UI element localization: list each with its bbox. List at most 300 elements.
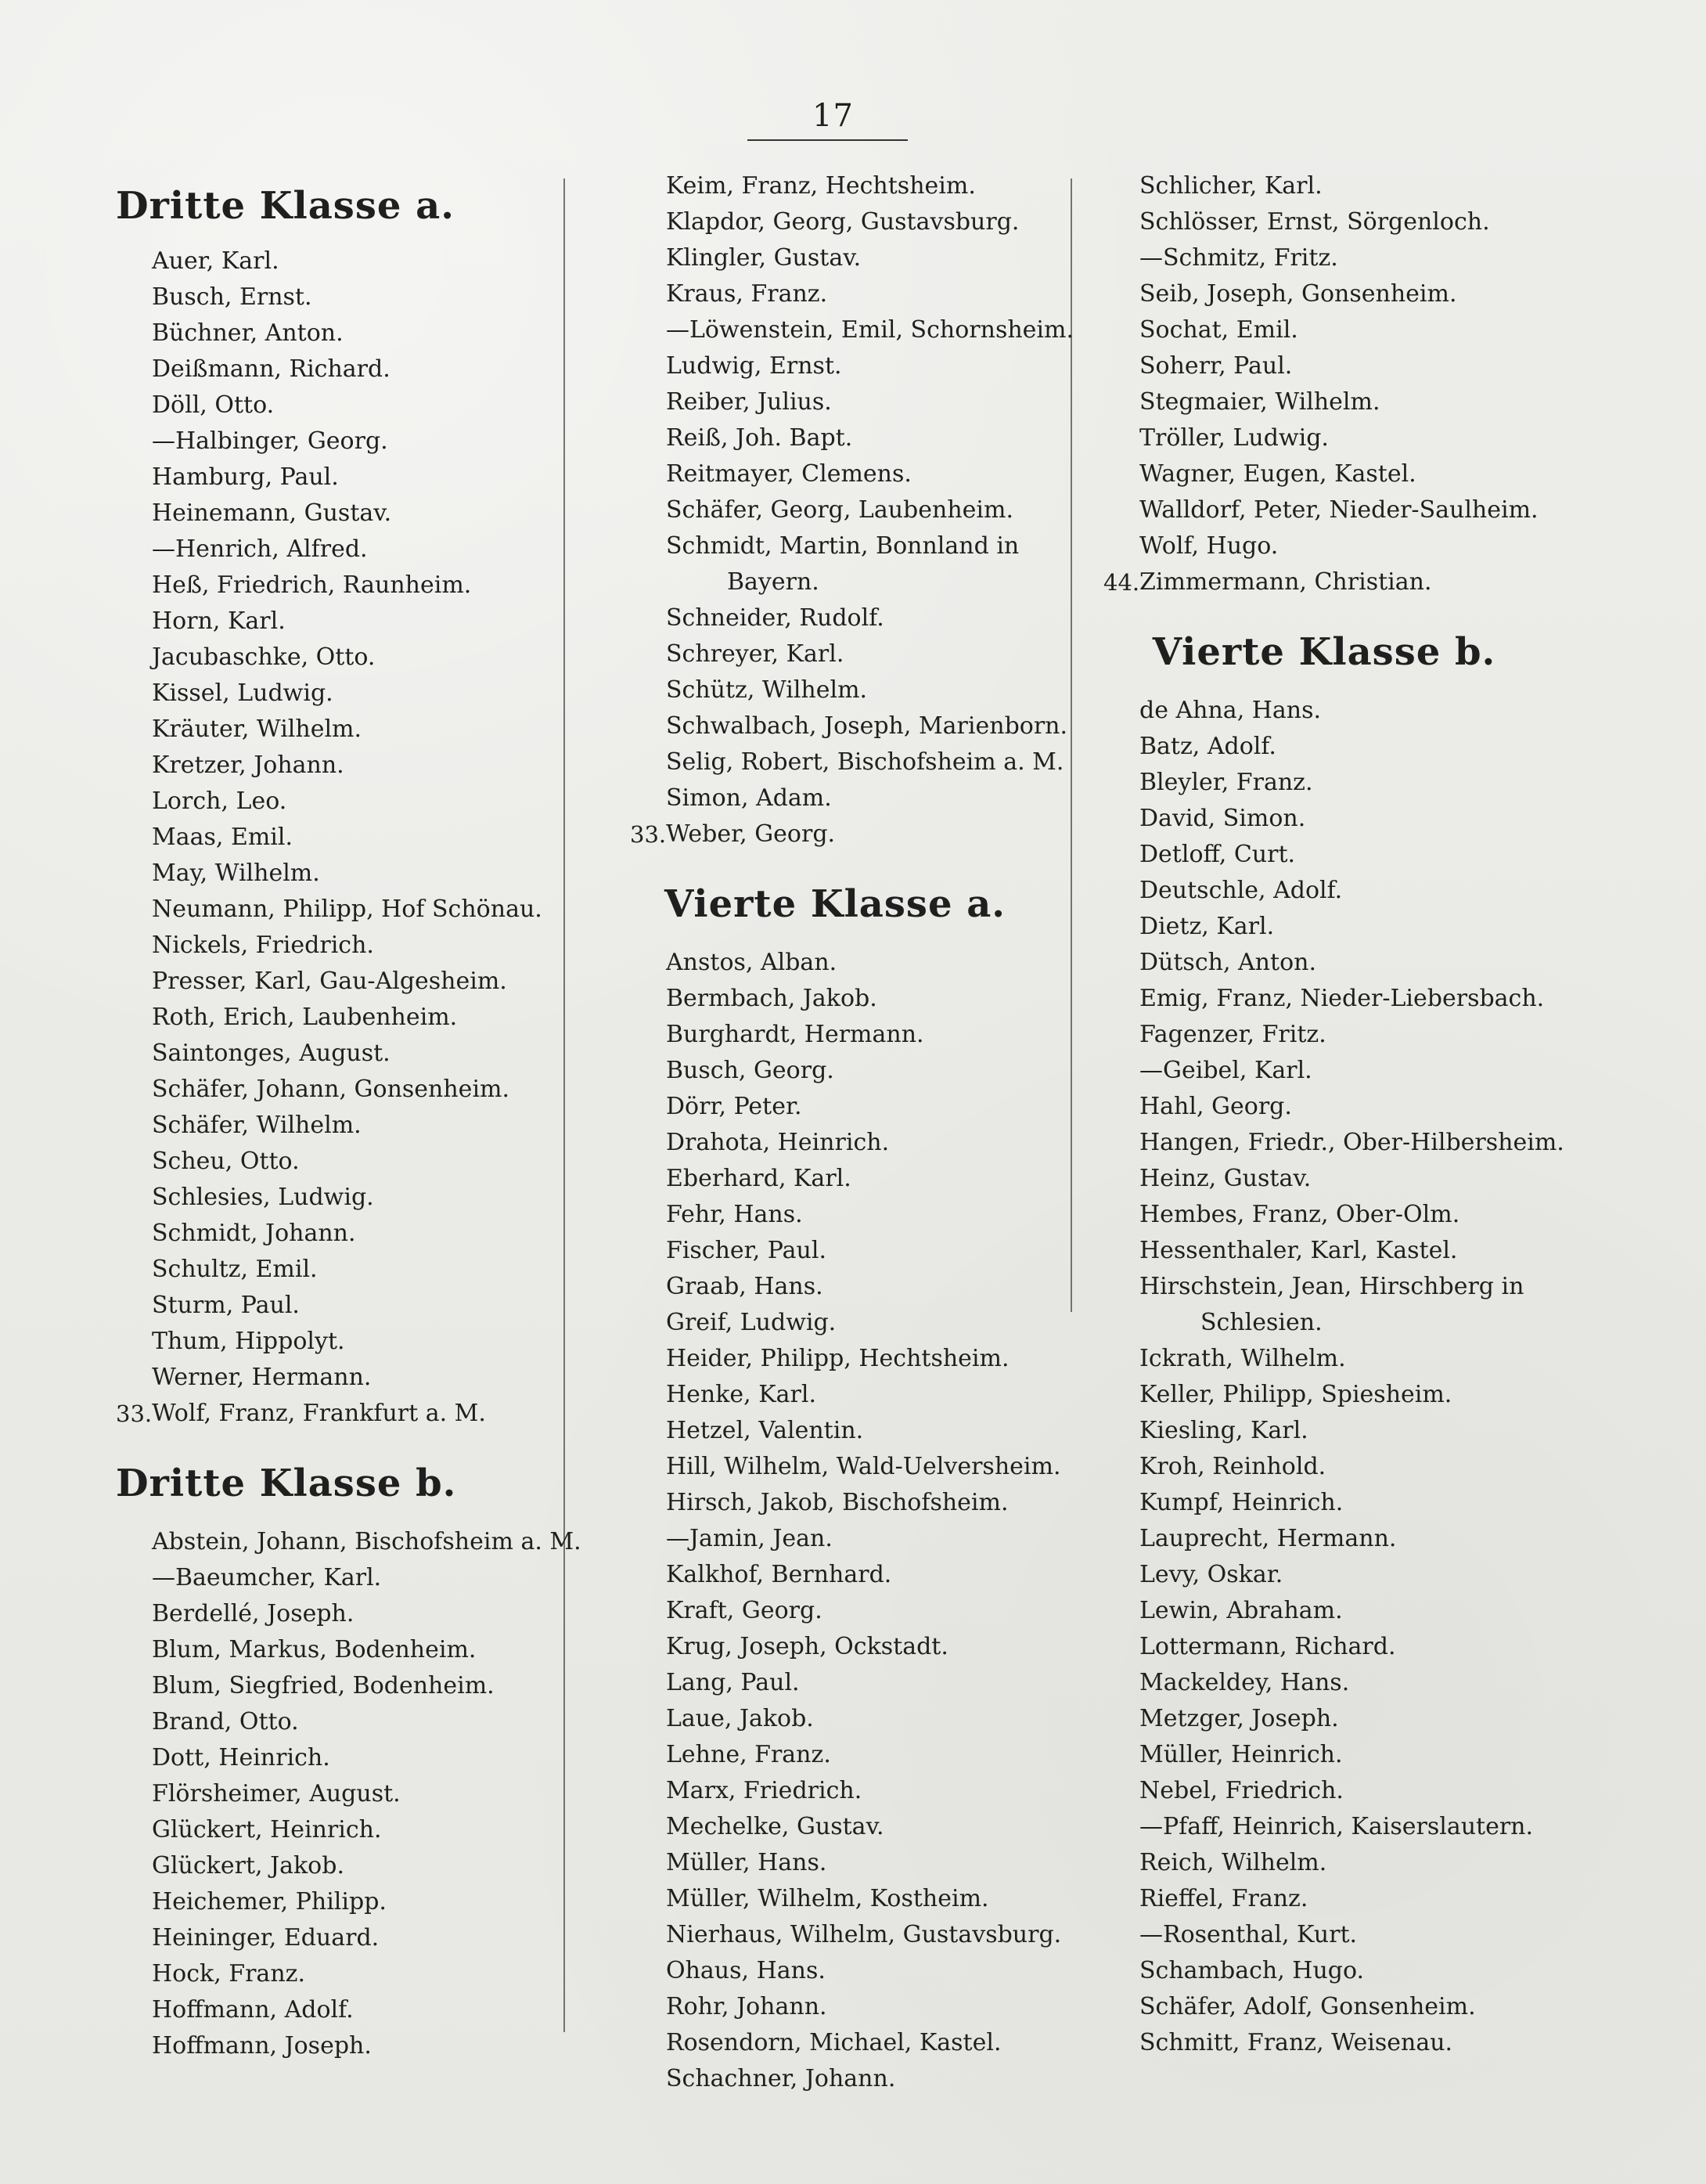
entry-text: —Halbinger, Georg.	[152, 427, 388, 455]
list-item	[630, 1089, 1068, 1125]
list-item	[1103, 1233, 1573, 1269]
entry-text: Keller, Philipp, Spiesheim.	[1139, 1381, 1452, 1408]
list-item	[630, 1053, 1068, 1089]
list-item	[116, 1144, 554, 1180]
entry-text: Reitmayer, Clemens.	[666, 460, 912, 488]
list-item	[116, 640, 554, 676]
list-item	[1103, 1269, 1573, 1305]
list-item	[1103, 1017, 1573, 1053]
entry-text: —Henrich, Alfred.	[152, 535, 368, 563]
list-item	[116, 1812, 554, 1848]
list-item	[1103, 528, 1573, 564]
list-item	[630, 1521, 1068, 1557]
entry-text: Fehr, Hans.	[666, 1201, 803, 1228]
list-item	[1103, 564, 1573, 600]
list-item	[630, 240, 1068, 276]
list-item	[116, 1740, 554, 1776]
list-item	[630, 456, 1068, 492]
list-item	[630, 312, 1074, 348]
list-item	[1103, 1485, 1573, 1521]
list-item	[116, 1704, 554, 1740]
entry-text: Heichemer, Philipp.	[152, 1888, 387, 1916]
list-item	[630, 1485, 1068, 1521]
entry-text: Burghardt, Hermann.	[666, 1021, 924, 1048]
entry-text: Kretzer, Johann.	[152, 751, 344, 779]
entry-text: Heininger, Eduard.	[152, 1924, 380, 1952]
entry-text: Hock, Franz.	[152, 1960, 305, 1988]
entry-text: Dott, Heinrich.	[152, 1744, 330, 1771]
list-item	[1103, 981, 1573, 1017]
entry-text: Wolf, Hugo.	[1139, 532, 1279, 560]
entry-text: Lewin, Abraham.	[1139, 1597, 1343, 1624]
list-item	[630, 1845, 1068, 1881]
entry-text: Schreyer, Karl.	[666, 640, 844, 668]
entry-text: Wolf, Franz, Frankfurt a. M.	[152, 1400, 486, 1427]
entry-text: Kraus, Franz.	[666, 280, 828, 308]
entry-text: Krug, Joseph, Ockstadt.	[666, 1633, 948, 1660]
entry-text: Schäfer, Johann, Gonsenheim.	[152, 1076, 510, 1103]
list-item	[630, 384, 1068, 420]
list-item	[630, 1629, 1068, 1665]
entry-text: Reiß, Joh. Bapt.	[666, 424, 853, 452]
entry-text: Rosendorn, Michael, Kastel.	[666, 2029, 1002, 2056]
list-item	[116, 1108, 554, 1144]
list-item	[630, 1341, 1068, 1377]
entry-text: Anstos, Alban.	[666, 949, 837, 976]
list-item	[630, 168, 1068, 204]
list-item	[1103, 765, 1573, 801]
entry-text: Busch, Ernst.	[152, 283, 312, 311]
entry-text: Schütz, Wilhelm.	[666, 676, 868, 704]
list-item	[1103, 1161, 1573, 1197]
list-item	[116, 243, 554, 279]
list-item	[630, 1161, 1068, 1197]
entry-text: Hahl, Georg.	[1139, 1093, 1292, 1120]
list-item	[116, 532, 554, 568]
list-item	[1103, 945, 1573, 981]
list-item	[1103, 1773, 1573, 1809]
entry-text: Werner, Hermann.	[152, 1364, 372, 1391]
list-item	[116, 1632, 554, 1668]
list-item	[1103, 1629, 1573, 1665]
list-item	[630, 2025, 1068, 2061]
list-item	[116, 351, 554, 387]
entry-text: Glückert, Jakob.	[152, 1852, 344, 1879]
entry-text: Deißmann, Richard.	[152, 355, 391, 383]
list-item	[116, 748, 554, 784]
entry-text: Schambach, Hugo.	[1139, 1957, 1365, 1984]
entry-text: Jacubaschke, Otto.	[152, 643, 376, 671]
list-item	[116, 387, 554, 423]
list-item	[630, 276, 1068, 312]
list-item	[1103, 693, 1573, 729]
list-item	[116, 1992, 554, 2028]
entry-text: Saintonges, August.	[152, 1040, 391, 1067]
list-item	[630, 1449, 1068, 1485]
list-item	[1103, 168, 1573, 204]
entry-text: Lottermann, Richard.	[1139, 1633, 1396, 1660]
list-item	[116, 820, 554, 856]
entry-text: Kroh, Reinhold.	[1139, 1453, 1326, 1480]
entry-text: Nebel, Friedrich.	[1139, 1777, 1344, 1804]
list-item	[116, 1360, 554, 1396]
entry-text: Neumann, Philipp, Hof Schönau.	[152, 896, 542, 923]
list-item	[630, 1233, 1068, 1269]
list-item	[116, 1396, 554, 1432]
list-item	[1103, 1341, 1573, 1377]
list-item	[116, 676, 554, 712]
entry-text: Hetzel, Valentin.	[666, 1417, 864, 1444]
entry-text: Bermbach, Jakob.	[666, 985, 877, 1012]
entry-text: Scheu, Otto.	[152, 1148, 300, 1175]
list-item	[116, 460, 554, 496]
entry-text: David, Simon.	[1139, 805, 1306, 832]
list-item	[1103, 837, 1573, 873]
list-item	[1103, 1089, 1573, 1125]
entry-text: Müller, Wilhelm, Kostheim.	[666, 1885, 989, 1912]
entry-text: Lauprecht, Hermann.	[1139, 1525, 1397, 1552]
entry-text: Lehne, Franz.	[666, 1741, 831, 1768]
list-item	[630, 945, 1068, 981]
entry-text: Hill, Wilhelm, Wald-Uelversheim.	[666, 1453, 1061, 1480]
list-item	[630, 1413, 1068, 1449]
entry-text: Hembes, Franz, Ober-Olm.	[1139, 1201, 1460, 1228]
entry-text: Hangen, Friedr., Ober-Hilbersheim.	[1139, 1129, 1564, 1156]
list-item	[116, 784, 554, 820]
list-item	[630, 420, 1068, 456]
entry-text: Eberhard, Karl.	[666, 1165, 851, 1192]
list-item	[630, 780, 1068, 816]
list-item	[1103, 1197, 1573, 1233]
list-item	[116, 568, 554, 604]
list-item	[116, 964, 554, 1000]
entry-text: Ludwig, Ernst.	[666, 352, 842, 380]
entry-text: Hessenthaler, Karl, Kastel.	[1139, 1237, 1458, 1264]
entry-text: Blum, Markus, Bodenheim.	[152, 1636, 477, 1663]
entry-text: Rohr, Johann.	[666, 1993, 827, 2020]
entry-text: Marx, Friedrich.	[666, 1777, 862, 1804]
entry-text: Busch, Georg.	[666, 1057, 834, 1084]
entry-text: Stegmaier, Wilhelm.	[1139, 388, 1380, 416]
list-item	[116, 1884, 554, 1920]
list-item	[630, 1809, 1068, 1845]
entry-text: Laue, Jakob.	[666, 1705, 814, 1732]
entry-text: Döll, Otto.	[152, 391, 275, 419]
column-divider-left	[563, 178, 565, 2032]
list-item	[1103, 1809, 1573, 1845]
entry-text: Deutschle, Adolf.	[1139, 877, 1343, 904]
entry-text: Schäfer, Adolf, Gonsenheim.	[1139, 1993, 1476, 2020]
entry-text: Kissel, Ludwig.	[152, 679, 333, 707]
entry-text: Graab, Hans.	[666, 1273, 823, 1300]
list-item	[630, 1377, 1068, 1413]
entry-text: Flörsheimer, August.	[152, 1780, 401, 1807]
list-item	[116, 1560, 554, 1596]
list-item	[1103, 1917, 1573, 1953]
entry-text: —Rosenthal, Kurt.	[1139, 1921, 1358, 1948]
list-item	[116, 315, 554, 351]
list-item	[1103, 1737, 1573, 1773]
entry-text: Greif, Ludwig.	[666, 1309, 837, 1336]
entry-text: Schachner, Johann.	[666, 2065, 896, 2092]
section-heading: Dritte Klasse a.	[116, 184, 455, 228]
list-item-continuation	[630, 564, 1068, 600]
entry-text: Rieffel, Franz.	[1139, 1885, 1308, 1912]
list-item	[1103, 240, 1573, 276]
entry-text: Simon, Adam.	[666, 784, 832, 812]
entry-text: Abstein, Johann, Bischofsheim a. M.	[152, 1528, 581, 1555]
entry-text: Kraft, Georg.	[666, 1597, 822, 1624]
list-item	[116, 423, 554, 460]
entry-text: Auer, Karl.	[152, 247, 279, 275]
entry-text: Hoffmann, Joseph.	[152, 2032, 372, 2060]
entry-text: Reiber, Julius.	[666, 388, 832, 416]
list-item	[1103, 1593, 1573, 1629]
entry-text: Thum, Hippolyt.	[152, 1328, 345, 1355]
list-item	[630, 1305, 1068, 1341]
entry-text: Hoffmann, Adolf.	[152, 1996, 354, 2024]
entry-text: Hamburg, Paul.	[152, 463, 339, 491]
entry-text: Schultz, Emil.	[152, 1256, 318, 1283]
section-heading: Vierte Klasse b.	[1152, 630, 1496, 674]
entry-text: Fagenzer, Fritz.	[1139, 1021, 1326, 1048]
entry-text: Schlicher, Karl.	[1139, 172, 1323, 200]
entry-number: 33.	[116, 1400, 153, 1427]
entry-text: Levy, Oskar.	[1139, 1561, 1283, 1588]
list-item	[1103, 1125, 1573, 1161]
list-item	[1103, 384, 1573, 420]
list-item	[630, 672, 1068, 708]
entry-number: 44.	[1103, 569, 1140, 596]
entry-text: Drahota, Heinrich.	[666, 1129, 890, 1156]
entry-text: Keim, Franz, Hechtsheim.	[666, 172, 976, 200]
entry-text: Glückert, Heinrich.	[152, 1816, 382, 1843]
list-item	[116, 1252, 554, 1288]
entry-text: Lorch, Leo.	[152, 787, 287, 815]
list-item	[116, 1324, 554, 1360]
list-item	[630, 1953, 1068, 1989]
entry-text: Kiesling, Karl.	[1139, 1417, 1308, 1444]
entry-text: Nickels, Friedrich.	[152, 932, 374, 959]
entry-text: Walldorf, Peter, Nieder-Saulheim.	[1139, 496, 1539, 524]
list-item	[630, 636, 1068, 672]
list-item	[630, 744, 1068, 780]
entry-text: —Löwenstein, Emil, Schornsheim.	[666, 316, 1074, 344]
entry-text: Dütsch, Anton.	[1139, 949, 1316, 976]
column-middle	[630, 168, 1074, 2097]
entry-text: Presser, Karl, Gau-Algesheim.	[152, 968, 507, 995]
list-item	[1103, 801, 1573, 837]
list-item	[630, 981, 1068, 1017]
column-left	[116, 168, 581, 2064]
list-item	[630, 1017, 1068, 1053]
entry-text: Schlösser, Ernst, Sörgenloch.	[1139, 208, 1490, 236]
list-item	[116, 496, 554, 532]
list-item	[116, 1956, 554, 1992]
list-item	[1103, 1953, 1573, 1989]
list-item	[116, 1000, 554, 1036]
list-item	[1103, 1377, 1573, 1413]
list-item-continuation	[1103, 1305, 1573, 1341]
entry-text: Heider, Philipp, Hechtsheim.	[666, 1345, 1010, 1372]
entry-text: Müller, Heinrich.	[1139, 1741, 1343, 1768]
list-item	[116, 928, 554, 964]
page-number-rule	[747, 139, 908, 141]
list-item	[630, 1917, 1068, 1953]
list-item	[1103, 312, 1573, 348]
list-item	[116, 1180, 554, 1216]
entry-text: Heß, Friedrich, Raunheim.	[152, 571, 472, 599]
entry-text: Emig, Franz, Nieder-Liebersbach.	[1139, 985, 1545, 1012]
entry-text: Dietz, Karl.	[1139, 913, 1275, 940]
entry-text: Selig, Robert, Bischofsheim a. M.	[666, 748, 1064, 776]
entry-text: Kalkhof, Bernhard.	[666, 1561, 892, 1588]
entry-text: Ickrath, Wilhelm.	[1139, 1345, 1346, 1372]
entry-text: Tröller, Ludwig.	[1139, 424, 1329, 452]
list-item	[1103, 1989, 1573, 2025]
list-item	[630, 1701, 1068, 1737]
list-item	[116, 1848, 554, 1884]
list-item	[116, 604, 554, 640]
list-item	[1103, 420, 1573, 456]
list-item	[630, 1989, 1068, 2025]
list-item	[630, 1197, 1068, 1233]
entry-number: 33.	[630, 821, 667, 848]
entry-text: Dörr, Peter.	[666, 1093, 802, 1120]
list-item	[630, 1773, 1068, 1809]
entry-text: Hirsch, Jakob, Bischofsheim.	[666, 1489, 1009, 1516]
list-item	[116, 2028, 554, 2064]
entry-text: Büchner, Anton.	[152, 319, 344, 347]
list-item	[116, 1776, 554, 1812]
list-item	[1103, 276, 1573, 312]
entry-text: Müller, Hans.	[666, 1849, 827, 1876]
list-item	[630, 204, 1068, 240]
list-item	[116, 1036, 554, 1072]
entry-text: Metzger, Joseph.	[1139, 1705, 1339, 1732]
entry-text: Seib, Joseph, Gonsenheim.	[1139, 280, 1457, 308]
entry-text: Ohaus, Hans.	[666, 1957, 826, 1984]
list-item	[116, 712, 554, 748]
entry-text: —Jamin, Jean.	[666, 1525, 833, 1552]
list-item	[1103, 1881, 1573, 1917]
entry-text: Brand, Otto.	[152, 1708, 299, 1735]
entry-text: Henke, Karl.	[666, 1381, 817, 1408]
entry-text: Schneider, Rudolf.	[666, 604, 884, 632]
list-item	[1103, 1053, 1573, 1089]
list-item	[116, 1668, 554, 1704]
entry-text: Kräuter, Wilhelm.	[152, 715, 362, 743]
list-item	[1103, 492, 1573, 528]
list-item	[116, 892, 554, 928]
list-item	[1103, 909, 1573, 945]
entry-text: Lang, Paul.	[666, 1669, 800, 1696]
entry-text: Schmitt, Franz, Weisenau.	[1139, 2029, 1453, 2056]
entry-text: —Baeumcher, Karl.	[152, 1564, 382, 1591]
entry-text: Batz, Adolf.	[1139, 733, 1276, 760]
list-item	[116, 1216, 554, 1252]
entry-text: Roth, Erich, Laubenheim.	[152, 1004, 458, 1031]
entry-text: Bleyler, Franz.	[1139, 769, 1313, 796]
section-heading: Dritte Klasse b.	[116, 1461, 457, 1505]
entry-text: Klingler, Gustav.	[666, 244, 862, 272]
entry-text: Mechelke, Gustav.	[666, 1813, 884, 1840]
list-item	[630, 600, 1068, 636]
entry-text: Maas, Emil.	[152, 824, 293, 851]
entry-text: Schäfer, Georg, Laubenheim.	[666, 496, 1013, 524]
list-item	[630, 1557, 1068, 1593]
entry-text: de Ahna, Hans.	[1139, 697, 1322, 724]
entry-text: Fischer, Paul.	[666, 1237, 826, 1264]
list-item	[116, 1596, 554, 1632]
list-item	[1103, 729, 1573, 765]
list-item	[630, 708, 1068, 744]
entry-text: Heinz, Gustav.	[1139, 1165, 1312, 1192]
list-item	[116, 1524, 581, 1560]
entry-text: Klapdor, Georg, Gustavsburg.	[666, 208, 1020, 236]
list-item	[116, 1072, 554, 1108]
list-item	[1103, 1413, 1573, 1449]
entry-text: Reich, Wilhelm.	[1139, 1849, 1327, 1876]
list-item	[116, 1920, 554, 1956]
list-item	[630, 1125, 1068, 1161]
entry-text: Mackeldey, Hans.	[1139, 1669, 1350, 1696]
entry-text: Nierhaus, Wilhelm, Gustavsburg.	[666, 1921, 1062, 1948]
list-item	[1103, 1521, 1573, 1557]
entry-text: Sochat, Emil.	[1139, 316, 1298, 344]
list-item	[1103, 2025, 1573, 2061]
section-heading: Vierte Klasse a.	[664, 882, 1006, 926]
list-item	[116, 856, 554, 892]
entry-text: Horn, Karl.	[152, 607, 286, 635]
entry-text: Soherr, Paul.	[1139, 352, 1293, 380]
entry-text: Zimmermann, Christian.	[1139, 568, 1432, 596]
list-item	[630, 492, 1068, 528]
list-item	[1103, 348, 1573, 384]
list-item	[630, 1269, 1068, 1305]
list-item	[1103, 1449, 1573, 1485]
entry-text: —Pfaff, Heinrich, Kaiserslautern.	[1139, 1813, 1534, 1840]
entry-text: Wagner, Eugen, Kastel.	[1139, 460, 1416, 488]
list-item	[1103, 1665, 1573, 1701]
list-item	[116, 279, 554, 315]
page-number: 17	[812, 98, 854, 134]
entry-text: Berdellé, Joseph.	[152, 1600, 355, 1627]
entry-text: Hirschstein, Jean, Hirschberg in	[1139, 1273, 1524, 1300]
column-divider-right	[1071, 178, 1072, 1312]
list-item	[1103, 873, 1573, 909]
list-item	[630, 2061, 1068, 2097]
list-item	[116, 1288, 554, 1324]
entry-text: Schäfer, Wilhelm.	[152, 1112, 362, 1139]
list-item	[630, 528, 1068, 564]
entry-text: —Schmitz, Fritz.	[1139, 244, 1338, 272]
entry-text: —Geibel, Karl.	[1139, 1057, 1312, 1084]
list-item	[630, 1881, 1068, 1917]
entry-text: May, Wilhelm.	[152, 860, 320, 887]
entry-text: Bayern.	[727, 568, 819, 596]
list-item	[1103, 456, 1573, 492]
entry-text: Schlesies, Ludwig.	[152, 1184, 374, 1211]
list-item	[630, 348, 1068, 384]
list-item	[630, 1593, 1068, 1629]
list-item	[1103, 204, 1573, 240]
entry-text: Schmidt, Martin, Bonnland in	[666, 532, 1020, 560]
entry-text: Weber, Georg.	[666, 820, 836, 848]
list-item	[630, 1665, 1068, 1701]
list-item	[1103, 1701, 1573, 1737]
list-item	[630, 816, 1068, 852]
